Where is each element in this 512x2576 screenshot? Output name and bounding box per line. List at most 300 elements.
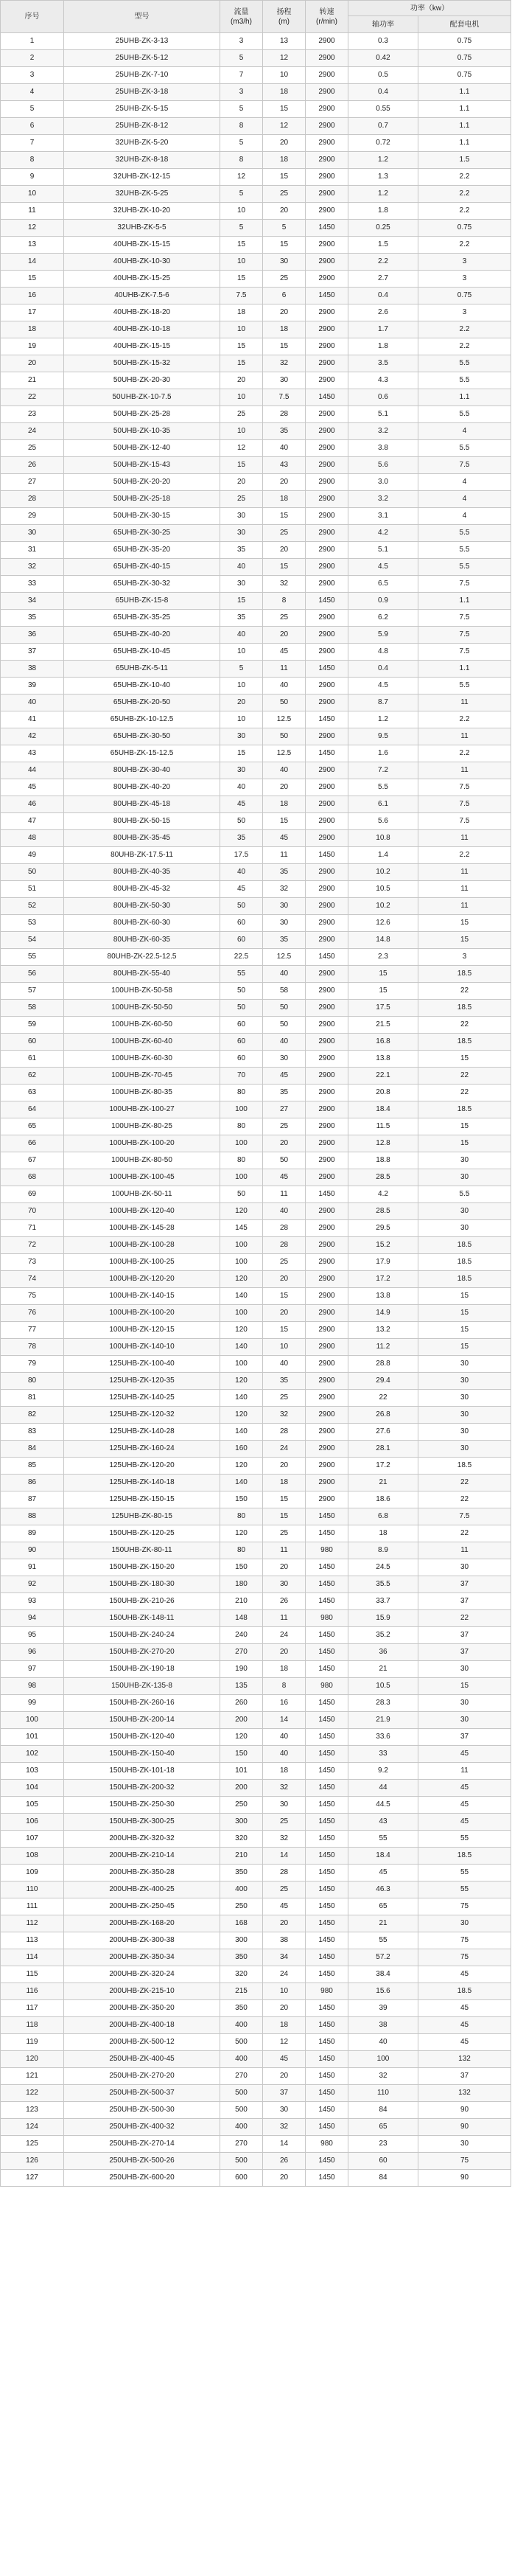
table-row	[1, 559, 511, 576]
cell-speed: 1450	[306, 1186, 348, 1203]
cell-index: 56	[1, 966, 64, 983]
cell-index: 42	[1, 728, 64, 745]
cell-flow: 500	[220, 2034, 263, 2051]
table-row	[1, 1390, 511, 1407]
cell-shaft-power: 5.6	[348, 813, 418, 830]
cell-flow: 140	[220, 1424, 263, 1441]
cell-motor-power: 4	[418, 491, 511, 508]
cell-shaft-power: 15	[348, 966, 418, 983]
cell-speed: 2900	[306, 559, 348, 576]
table-row	[1, 1135, 511, 1152]
cell-index: 65	[1, 1118, 64, 1135]
table-row	[1, 1661, 511, 1678]
cell-model: 65UHB-ZK-10-40	[64, 678, 220, 695]
cell-speed: 1450	[306, 1627, 348, 1644]
table-row	[1, 169, 511, 186]
cell-flow: 40	[220, 627, 263, 644]
cell-head: 12	[263, 118, 306, 135]
cell-shaft-power: 17.5	[348, 1000, 418, 1017]
cell-index: 123	[1, 2102, 64, 2119]
table-row	[1, 321, 511, 338]
cell-speed: 1450	[306, 847, 348, 864]
cell-shaft-power: 1.6	[348, 745, 418, 762]
cell-shaft-power: 33.7	[348, 1593, 418, 1610]
table-row	[1, 2170, 511, 2187]
cell-head: 50	[263, 1000, 306, 1017]
table-row	[1, 1983, 511, 2000]
cell-head: 18	[263, 2017, 306, 2034]
header-head-unit: (m)	[278, 17, 290, 26]
table-row	[1, 915, 511, 932]
cell-index: 17	[1, 304, 64, 321]
cell-shaft-power: 3.0	[348, 474, 418, 491]
table-row	[1, 474, 511, 491]
header-speed-label: 转速	[319, 7, 334, 16]
cell-head: 45	[263, 830, 306, 847]
table-row	[1, 1186, 511, 1203]
cell-flow: 320	[220, 1831, 263, 1848]
cell-flow: 500	[220, 2102, 263, 2119]
cell-shaft-power: 18.4	[348, 1848, 418, 1865]
cell-head: 12.5	[263, 949, 306, 966]
cell-model: 80UHB-ZK-17.5-11	[64, 847, 220, 864]
cell-index: 6	[1, 118, 64, 135]
cell-flow: 400	[220, 2051, 263, 2068]
cell-speed: 2900	[306, 1305, 348, 1322]
cell-speed: 2900	[306, 1118, 348, 1135]
cell-speed: 1450	[306, 1814, 348, 1831]
cell-index: 86	[1, 1475, 64, 1491]
cell-motor-power: 37	[418, 2068, 511, 2085]
cell-shaft-power: 13.8	[348, 1288, 418, 1305]
cell-motor-power: 5.5	[418, 559, 511, 576]
cell-motor-power: 3	[418, 949, 511, 966]
cell-motor-power: 90	[418, 2102, 511, 2119]
header-model: 型号	[64, 1, 220, 33]
cell-speed: 1450	[306, 2153, 348, 2170]
cell-model: 80UHB-ZK-22.5-12.5	[64, 949, 220, 966]
cell-speed: 2900	[306, 796, 348, 813]
cell-shaft-power: 13.2	[348, 1322, 418, 1339]
cell-motor-power: 18.5	[418, 1101, 511, 1118]
cell-index: 84	[1, 1441, 64, 1458]
cell-flow: 100	[220, 1305, 263, 1322]
cell-model: 150UHB-ZK-148-11	[64, 1610, 220, 1627]
cell-model: 100UHB-ZK-100-28	[64, 1237, 220, 1254]
table-row	[1, 423, 511, 440]
cell-flow: 15	[220, 355, 263, 372]
cell-speed: 2900	[306, 372, 348, 389]
cell-shaft-power: 4.2	[348, 525, 418, 542]
cell-shaft-power: 11.5	[348, 1118, 418, 1135]
cell-flow: 270	[220, 2068, 263, 2085]
cell-motor-power: 30	[418, 1915, 511, 1932]
cell-shaft-power: 38	[348, 2017, 418, 2034]
cell-speed: 1450	[306, 1966, 348, 1983]
cell-speed: 2900	[306, 1322, 348, 1339]
cell-head: 40	[263, 1729, 306, 1746]
cell-speed: 1450	[306, 2119, 348, 2136]
cell-speed: 2900	[306, 1491, 348, 1508]
table-row	[1, 1797, 511, 1814]
cell-shaft-power: 5.9	[348, 627, 418, 644]
cell-model: 100UHB-ZK-80-25	[64, 1118, 220, 1135]
cell-index: 26	[1, 457, 64, 474]
table-row	[1, 491, 511, 508]
table-row	[1, 50, 511, 67]
cell-motor-power: 5.5	[418, 372, 511, 389]
cell-head: 5	[263, 220, 306, 237]
cell-speed: 2900	[306, 440, 348, 457]
cell-flow: 150	[220, 1559, 263, 1576]
cell-motor-power: 45	[418, 2000, 511, 2017]
cell-motor-power: 30	[418, 1356, 511, 1373]
cell-model: 100UHB-ZK-120-20	[64, 1271, 220, 1288]
cell-shaft-power: 20.8	[348, 1085, 418, 1101]
cell-index: 60	[1, 1034, 64, 1051]
cell-shaft-power: 1.4	[348, 847, 418, 864]
cell-model: 25UHB-ZK-5-12	[64, 50, 220, 67]
cell-head: 20	[263, 2170, 306, 2187]
cell-model: 100UHB-ZK-100-25	[64, 1254, 220, 1271]
cell-motor-power: 0.75	[418, 220, 511, 237]
cell-motor-power: 3	[418, 304, 511, 321]
cell-index: 9	[1, 169, 64, 186]
cell-model: 200UHB-ZK-210-14	[64, 1848, 220, 1865]
cell-speed: 1450	[306, 593, 348, 610]
cell-flow: 40	[220, 779, 263, 796]
cell-head: 50	[263, 1152, 306, 1169]
cell-head: 8	[263, 593, 306, 610]
cell-head: 30	[263, 1797, 306, 1814]
cell-model: 150UHB-ZK-200-32	[64, 1780, 220, 1797]
cell-index: 124	[1, 2119, 64, 2136]
cell-index: 1	[1, 33, 64, 50]
cell-flow: 3	[220, 84, 263, 101]
table-row	[1, 2136, 511, 2153]
cell-motor-power: 11	[418, 695, 511, 711]
table-row	[1, 1373, 511, 1390]
cell-shaft-power: 38.4	[348, 1966, 418, 1983]
cell-speed: 2900	[306, 1424, 348, 1441]
cell-head: 20	[263, 2000, 306, 2017]
cell-speed: 1450	[306, 2017, 348, 2034]
table-row	[1, 1118, 511, 1135]
table-row	[1, 1610, 511, 1627]
cell-flow: 25	[220, 491, 263, 508]
cell-head: 10	[263, 67, 306, 84]
cell-motor-power: 15	[418, 1678, 511, 1695]
cell-motor-power: 30	[418, 1712, 511, 1729]
cell-speed: 980	[306, 2136, 348, 2153]
cell-index: 49	[1, 847, 64, 864]
cell-flow: 55	[220, 966, 263, 983]
cell-speed: 2900	[306, 542, 348, 559]
cell-speed: 1450	[306, 389, 348, 406]
cell-model: 150UHB-ZK-240-24	[64, 1627, 220, 1644]
cell-model: 50UHB-ZK-25-18	[64, 491, 220, 508]
cell-motor-power: 5.5	[418, 1186, 511, 1203]
cell-head: 11	[263, 661, 306, 678]
cell-head: 25	[263, 1525, 306, 1542]
table-row	[1, 1237, 511, 1254]
table-row	[1, 644, 511, 661]
cell-index: 48	[1, 830, 64, 847]
cell-flow: 80	[220, 1508, 263, 1525]
cell-flow: 12	[220, 440, 263, 457]
cell-index: 59	[1, 1017, 64, 1034]
cell-head: 27	[263, 1101, 306, 1118]
cell-shaft-power: 0.4	[348, 661, 418, 678]
cell-motor-power: 75	[418, 2153, 511, 2170]
cell-model: 25UHB-ZK-3-13	[64, 33, 220, 50]
cell-shaft-power: 9.2	[348, 1763, 418, 1780]
cell-model: 80UHB-ZK-35-45	[64, 830, 220, 847]
cell-speed: 1450	[306, 2085, 348, 2102]
cell-speed: 1450	[306, 1508, 348, 1525]
cell-shaft-power: 35.2	[348, 1627, 418, 1644]
cell-speed: 2900	[306, 830, 348, 847]
cell-head: 35	[263, 932, 306, 949]
cell-shaft-power: 1.8	[348, 203, 418, 220]
cell-flow: 25	[220, 406, 263, 423]
table-row	[1, 101, 511, 118]
cell-shaft-power: 2.7	[348, 271, 418, 288]
cell-index: 80	[1, 1373, 64, 1390]
cell-index: 78	[1, 1339, 64, 1356]
cell-speed: 2900	[306, 118, 348, 135]
cell-index: 101	[1, 1729, 64, 1746]
cell-shaft-power: 44.5	[348, 1797, 418, 1814]
cell-index: 31	[1, 542, 64, 559]
cell-flow: 15	[220, 745, 263, 762]
cell-shaft-power: 26.8	[348, 1407, 418, 1424]
header-head-label: 扬程	[276, 7, 292, 16]
cell-model: 80UHB-ZK-40-35	[64, 864, 220, 881]
cell-shaft-power: 15	[348, 983, 418, 1000]
cell-model: 150UHB-ZK-200-14	[64, 1712, 220, 1729]
cell-speed: 1450	[306, 1831, 348, 1848]
cell-model: 100UHB-ZK-100-45	[64, 1169, 220, 1186]
table-row	[1, 1865, 511, 1881]
cell-model: 200UHB-ZK-400-18	[64, 2017, 220, 2034]
cell-index: 61	[1, 1051, 64, 1068]
cell-index: 70	[1, 1203, 64, 1220]
cell-model: 50UHB-ZK-20-20	[64, 474, 220, 491]
cell-speed: 2900	[306, 644, 348, 661]
cell-motor-power: 22	[418, 1475, 511, 1491]
cell-flow: 400	[220, 2119, 263, 2136]
cell-index: 98	[1, 1678, 64, 1695]
table-row	[1, 1881, 511, 1898]
cell-speed: 2900	[306, 423, 348, 440]
cell-motor-power: 45	[418, 2017, 511, 2034]
cell-motor-power: 30	[418, 1373, 511, 1390]
cell-shaft-power: 22.1	[348, 1068, 418, 1085]
cell-index: 64	[1, 1101, 64, 1118]
cell-index: 102	[1, 1746, 64, 1763]
cell-shaft-power: 55	[348, 1932, 418, 1949]
cell-index: 47	[1, 813, 64, 830]
cell-speed: 1450	[306, 2068, 348, 2085]
cell-speed: 2900	[306, 169, 348, 186]
cell-model: 32UHB-ZK-8-18	[64, 152, 220, 169]
cell-flow: 10	[220, 644, 263, 661]
cell-model: 150UHB-ZK-120-40	[64, 1729, 220, 1746]
cell-flow: 500	[220, 2153, 263, 2170]
cell-flow: 80	[220, 1542, 263, 1559]
cell-flow: 45	[220, 796, 263, 813]
cell-model: 150UHB-ZK-210-26	[64, 1593, 220, 1610]
table-row	[1, 881, 511, 898]
cell-head: 6	[263, 288, 306, 304]
cell-shaft-power: 0.55	[348, 101, 418, 118]
cell-shaft-power: 10.5	[348, 1678, 418, 1695]
cell-flow: 30	[220, 525, 263, 542]
cell-shaft-power: 12.6	[348, 915, 418, 932]
cell-model: 40UHB-ZK-10-18	[64, 321, 220, 338]
cell-model: 65UHB-ZK-10-45	[64, 644, 220, 661]
cell-head: 30	[263, 2102, 306, 2119]
table-row	[1, 1542, 511, 1559]
cell-shaft-power: 1.2	[348, 186, 418, 203]
table-row	[1, 1441, 511, 1458]
cell-index: 41	[1, 711, 64, 728]
table-row	[1, 2068, 511, 2085]
cell-speed: 2900	[306, 1339, 348, 1356]
cell-flow: 400	[220, 1881, 263, 1898]
cell-model: 40UHB-ZK-18-20	[64, 304, 220, 321]
cell-flow: 120	[220, 1407, 263, 1424]
cell-index: 104	[1, 1780, 64, 1797]
cell-shaft-power: 1.7	[348, 321, 418, 338]
cell-flow: 10	[220, 711, 263, 728]
cell-speed: 2900	[306, 355, 348, 372]
table-row	[1, 220, 511, 237]
table-row	[1, 525, 511, 542]
cell-head: 32	[263, 1407, 306, 1424]
cell-model: 40UHB-ZK-15-25	[64, 271, 220, 288]
cell-shaft-power: 24.5	[348, 1559, 418, 1576]
cell-head: 15	[263, 559, 306, 576]
table-row	[1, 1356, 511, 1373]
cell-model: 32UHB-ZK-10-20	[64, 203, 220, 220]
cell-head: 8	[263, 1678, 306, 1695]
cell-model: 100UHB-ZK-140-15	[64, 1288, 220, 1305]
cell-head: 15	[263, 237, 306, 254]
cell-speed: 2900	[306, 186, 348, 203]
cell-shaft-power: 29.5	[348, 1220, 418, 1237]
cell-model: 40UHB-ZK-10-30	[64, 254, 220, 271]
cell-speed: 1450	[306, 711, 348, 728]
cell-head: 30	[263, 1576, 306, 1593]
cell-flow: 150	[220, 1746, 263, 1763]
table-row	[1, 288, 511, 304]
header-flow	[220, 1, 263, 33]
cell-shaft-power: 5.5	[348, 779, 418, 796]
cell-speed: 1450	[306, 1780, 348, 1797]
cell-motor-power: 22	[418, 1017, 511, 1034]
cell-flow: 400	[220, 2017, 263, 2034]
cell-flow: 15	[220, 237, 263, 254]
header-power: 功率（kw）	[348, 1, 511, 16]
cell-shaft-power: 2.6	[348, 304, 418, 321]
cell-motor-power: 7.5	[418, 610, 511, 627]
cell-flow: 20	[220, 372, 263, 389]
cell-speed: 2900	[306, 491, 348, 508]
cell-speed: 2900	[306, 237, 348, 254]
cell-model: 150UHB-ZK-250-30	[64, 1797, 220, 1814]
cell-head: 32	[263, 2119, 306, 2136]
cell-shaft-power: 21	[348, 1915, 418, 1932]
cell-index: 122	[1, 2085, 64, 2102]
cell-shaft-power: 65	[348, 1898, 418, 1915]
cell-shaft-power: 84	[348, 2102, 418, 2119]
cell-flow: 120	[220, 1525, 263, 1542]
cell-motor-power: 15	[418, 1305, 511, 1322]
cell-motor-power: 22	[418, 1525, 511, 1542]
cell-head: 40	[263, 1203, 306, 1220]
cell-model: 125UHB-ZK-150-15	[64, 1491, 220, 1508]
cell-index: 15	[1, 271, 64, 288]
cell-index: 24	[1, 423, 64, 440]
cell-shaft-power: 0.6	[348, 389, 418, 406]
cell-model: 150UHB-ZK-120-25	[64, 1525, 220, 1542]
cell-shaft-power: 6.5	[348, 576, 418, 593]
cell-flow: 100	[220, 1101, 263, 1118]
cell-index: 4	[1, 84, 64, 101]
cell-flow: 140	[220, 1390, 263, 1407]
cell-index: 63	[1, 1085, 64, 1101]
cell-motor-power: 2.2	[418, 186, 511, 203]
cell-head: 20	[263, 2068, 306, 2085]
cell-speed: 2900	[306, 84, 348, 101]
cell-model: 65UHB-ZK-10-12.5	[64, 711, 220, 728]
cell-speed: 1450	[306, 1881, 348, 1898]
cell-motor-power: 15	[418, 1051, 511, 1068]
cell-shaft-power: 1.3	[348, 169, 418, 186]
table-row	[1, 745, 511, 762]
cell-shaft-power: 46.3	[348, 1881, 418, 1898]
cell-flow: 8	[220, 118, 263, 135]
cell-speed: 2900	[306, 1152, 348, 1169]
table-row	[1, 84, 511, 101]
cell-index: 103	[1, 1763, 64, 1780]
cell-index: 118	[1, 2017, 64, 2034]
cell-flow: 10	[220, 254, 263, 271]
cell-head: 20	[263, 1271, 306, 1288]
cell-flow: 190	[220, 1661, 263, 1678]
cell-flow: 140	[220, 1288, 263, 1305]
cell-index: 95	[1, 1627, 64, 1644]
table-row	[1, 779, 511, 796]
table-row	[1, 593, 511, 610]
cell-flow: 40	[220, 559, 263, 576]
cell-motor-power: 0.75	[418, 67, 511, 84]
cell-motor-power: 7.5	[418, 644, 511, 661]
cell-speed: 2900	[306, 610, 348, 627]
cell-motor-power: 2.2	[418, 203, 511, 220]
cell-flow: 50	[220, 813, 263, 830]
cell-flow: 168	[220, 1915, 263, 1932]
cell-shaft-power: 28.1	[348, 1441, 418, 1458]
cell-speed: 1450	[306, 1797, 348, 1814]
cell-model: 32UHB-ZK-5-5	[64, 220, 220, 237]
cell-model: 200UHB-ZK-350-34	[64, 1949, 220, 1966]
cell-flow: 60	[220, 1034, 263, 1051]
cell-head: 14	[263, 1712, 306, 1729]
cell-model: 100UHB-ZK-145-28	[64, 1220, 220, 1237]
